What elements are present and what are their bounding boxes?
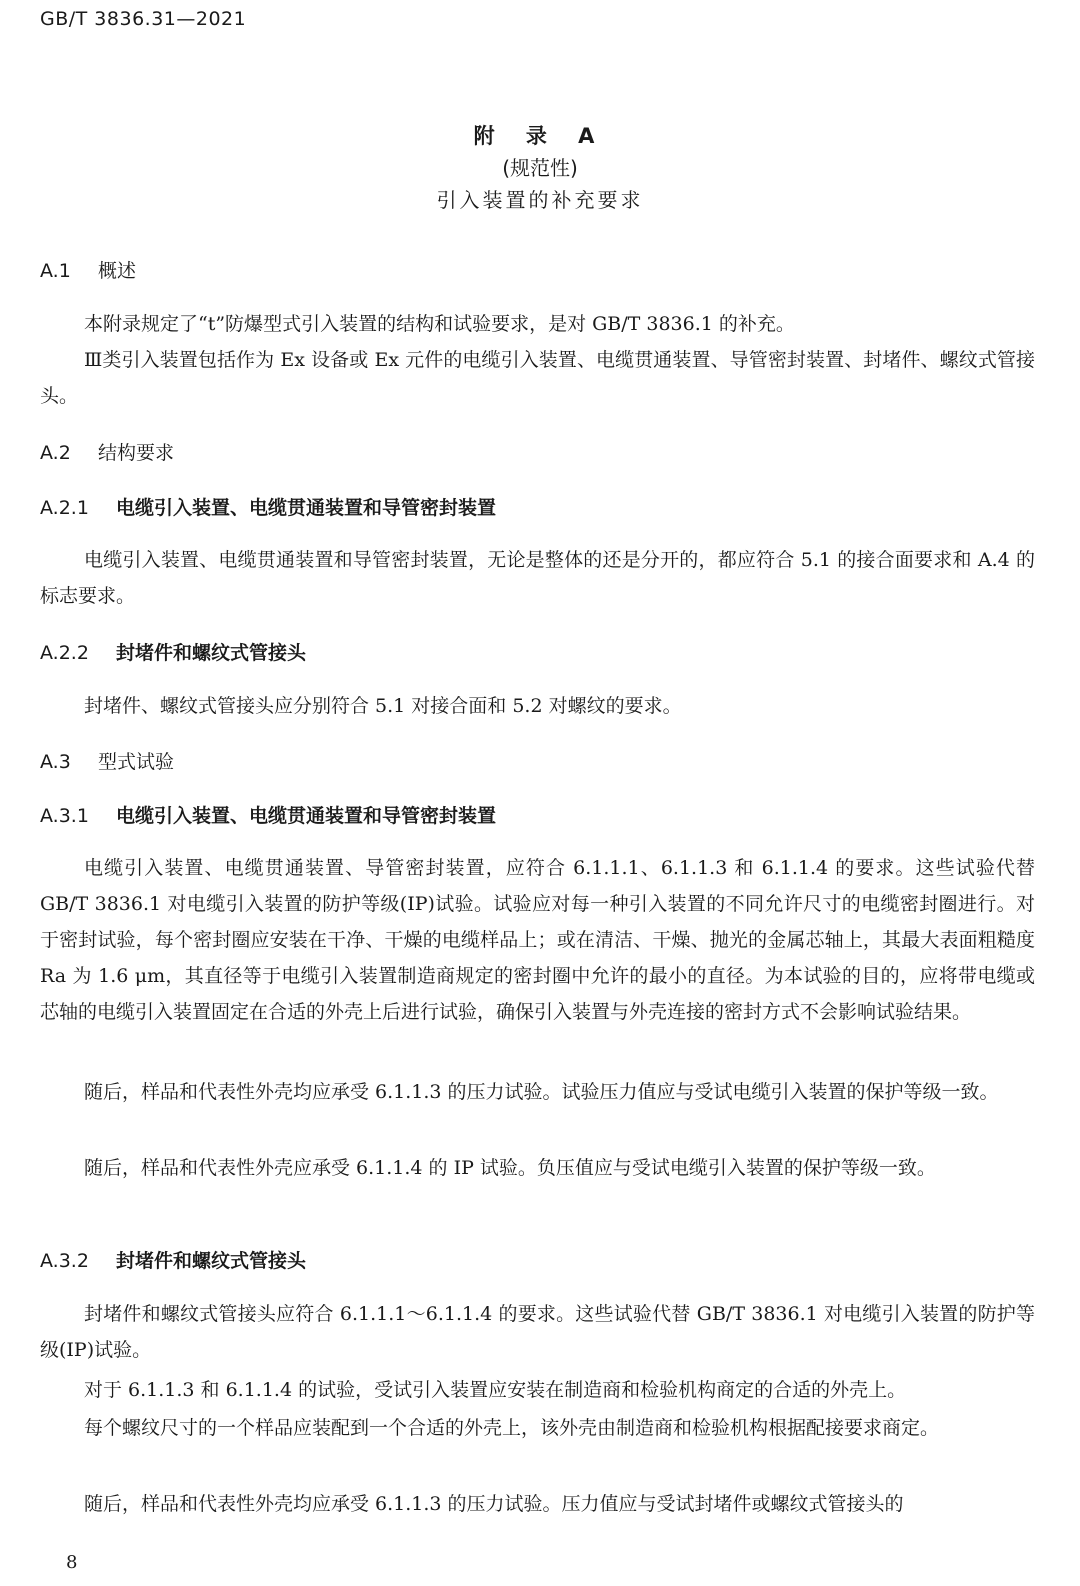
- appendix-title: 引入装置的补充要求: [436, 188, 644, 212]
- paragraph-a3-2-4: 随后，样品和代表性外壳均应承受 6.1.1.3 的压力试验。压力值应与受试封堵件或螺纹式管接头的: [84, 1493, 904, 1515]
- heading-a2-1: [40, 493, 496, 520]
- heading-a2-2: [40, 638, 306, 665]
- paragraph-a3-1-1: 电缆引入装置、电缆贯通装置、导管密封装置，应符合 6.1.1.1、6.1.1.3 和 6.1.1.4 的要求。这些试验代替 GB/T 3836.1 对电缆引入装置的防护等级(IP)试验。试验应对每一种引入装置的不同允许尺寸的电缆密封圈进行。对于密封试验，每个密封圈应安装在干净、干燥的电缆样品上；或在清洁、干燥、抛光的金属芯轴上，其最大表面粗糙度 Ra 为 1.6 μm，其直径等于电缆引入装置制造商规定的密封圈中允许的最小的直径。为本试验的目的，应将带电缆或芯轴的电缆引入装置固定在合适的外壳上后进行试验，确保引入装置与外壳连接的密封方式不会影响试验结果。: [40, 857, 1035, 1023]
- heading-number: A.3: [40, 751, 71, 773]
- page-number: 8: [66, 1552, 78, 1573]
- heading-text: 电缆引入装置、电缆贯通装置和导管密封装置: [116, 497, 497, 519]
- heading-number: A.1: [40, 260, 71, 282]
- paragraph-a3-1-3: 随后，样品和代表性外壳应承受 6.1.1.4 的 IP 试验。负压值应与受试电缆引入装置的保护等级一致。: [84, 1157, 936, 1179]
- heading-a3-1: [40, 801, 496, 828]
- paragraph-a3-1-2: 随后，样品和代表性外壳均应承受 6.1.1.3 的压力试验。试验压力值应与受试电缆引入装置的保护等级一致。: [84, 1081, 999, 1103]
- heading-number: A.2.1: [40, 497, 89, 519]
- heading-number: A.3.2: [40, 1250, 89, 1272]
- heading-text: 封堵件和螺纹式管接头: [116, 1250, 307, 1272]
- standard-code: GB/T 3836.31—2021: [40, 8, 247, 30]
- paragraph-a3-2-3: 每个螺纹尺寸的一个样品应装配到一个合适的外壳上，该外壳由制造商和检验机构根据配接要求商定。: [84, 1417, 940, 1439]
- paragraph-a2-1: 电缆引入装置、电缆贯通装置和导管密封装置，无论是整体的还是分开的，都应符合 5.1 的接合面要求和 A.4 的标志要求。: [40, 549, 1035, 607]
- heading-a3-2: [40, 1246, 306, 1273]
- heading-number: A.2.2: [40, 642, 89, 664]
- paragraph-a3-2-2: 对于 6.1.1.3 和 6.1.1.4 的试验，受试引入装置应安装在制造商和检验机构商定的合适的外壳上。: [84, 1379, 907, 1401]
- heading-text: 概述: [98, 260, 137, 282]
- appendix-type: (规范性): [502, 156, 578, 180]
- appendix-label: 附 录 A: [473, 124, 607, 148]
- heading-a3: [40, 747, 174, 774]
- paragraph-a3-2-1: 封堵件和螺纹式管接头应符合 6.1.1.1～6.1.1.4 的要求。这些试验代替 GB/T 3836.1 对电缆引入装置的防护等级(IP)试验。: [40, 1303, 1035, 1361]
- paragraph-a1-2: Ⅲ类引入装置包括作为 Ex 设备或 Ex 元件的电缆引入装置、电缆贯通装置、导管密封装置、封堵件、螺纹式管接头。: [40, 349, 1035, 407]
- heading-number: A.3.1: [40, 805, 89, 827]
- heading-text: 封堵件和螺纹式管接头: [116, 642, 307, 664]
- heading-text: 电缆引入装置、电缆贯通装置和导管密封装置: [116, 805, 497, 827]
- heading-a2: [40, 438, 174, 465]
- paragraph-a1-1: 本附录规定了“t”防爆型式引入装置的结构和试验要求，是对 GB/T 3836.1 的补充。: [84, 313, 795, 335]
- heading-number: A.2: [40, 442, 71, 464]
- paragraph-a2-2: 封堵件、螺纹式管接头应分别符合 5.1 对接合面和 5.2 对螺纹的要求。: [84, 695, 682, 717]
- heading-a1: [40, 256, 136, 283]
- heading-text: 结构要求: [98, 442, 175, 464]
- heading-text: 型式试验: [98, 751, 175, 773]
